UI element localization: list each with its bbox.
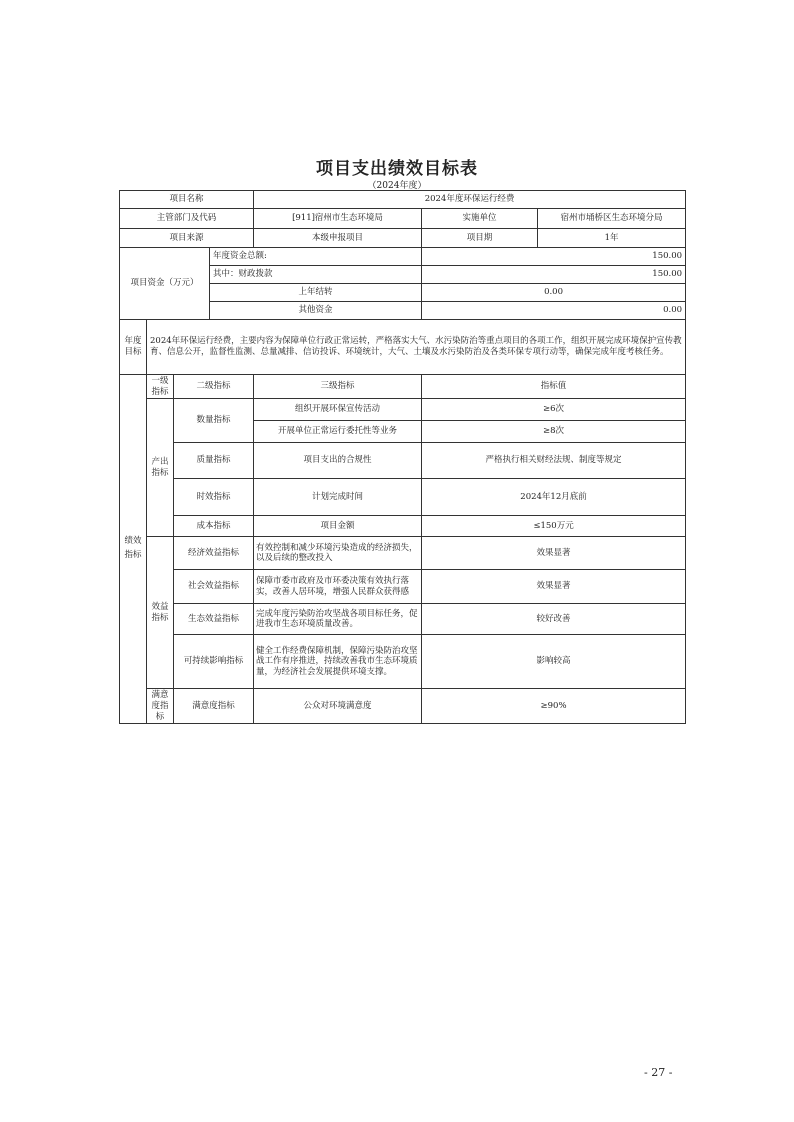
sustainability-label: 可持续影响指标 — [174, 635, 254, 689]
funds-total-value: 150.00 — [422, 248, 686, 266]
annual-goal-text: 2024年环保运行经费，主要内容为保障单位行政正常运转，严格落实大气、水污染防治等重点项目的各项工作，组织开展完成环境保护宣传教育、信息公开，监督性监测、总量减排、信访投诉、环境统计，大气、土壤及水污染防治及各类环保专项行动等，确保完成年度考核任务。 — [147, 320, 686, 375]
benefit-indicator-label: 效益指标 — [147, 537, 174, 689]
header-level2: 二级指标 — [174, 375, 254, 399]
social-benefit-value: 效果显著 — [422, 570, 686, 604]
social-benefit-label: 社会效益指标 — [174, 570, 254, 604]
funds-finance-label: 其中：财政拨款 — [210, 266, 422, 284]
implementing-unit-label: 实施单位 — [422, 209, 538, 229]
table-row — [120, 443, 686, 479]
department-label: 主管部门及代码 — [120, 209, 254, 229]
economic-benefit-label: 经济效益指标 — [174, 537, 254, 570]
timeliness-indicator-value: 2024年12月底前 — [422, 479, 686, 516]
quality-indicator-label: 质量指标 — [174, 443, 254, 479]
funds-carryover-value: 0.00 — [422, 284, 686, 302]
funds-total-row — [120, 248, 686, 266]
timeliness-indicator-name: 计划完成时间 — [254, 479, 422, 516]
annual-goal-label: 年度目标 — [120, 320, 147, 375]
project-source-label: 项目来源 — [120, 229, 254, 248]
table-row — [120, 399, 686, 421]
header-level1: 一级指标 — [147, 375, 174, 399]
table-row — [120, 604, 686, 635]
economic-benefit-name: 有效控制和减少环境污染造成的经济损失，以及后续的整改投入 — [254, 537, 422, 570]
funds-other-label: 其他资金 — [210, 302, 422, 320]
project-funds-label: 项目资金（万元） — [120, 248, 210, 320]
quantity-indicator-1-value: ≥6次 — [422, 399, 686, 421]
table-row — [120, 479, 686, 488]
ecological-benefit-value: 较好改善 — [422, 604, 686, 635]
department-value: [911]宿州市生态环境局 — [254, 209, 422, 229]
project-source-value: 本级申报项目 — [254, 229, 422, 248]
cost-indicator-value: ≤150万元 — [422, 516, 686, 537]
satisfaction-value: ≥90% — [422, 689, 686, 724]
performance-target-table — [119, 190, 686, 724]
source-row — [120, 229, 686, 248]
social-benefit-name: 保障市委市政府及市环委决策有效执行落实，改善人居环境，增强人民群众获得感 — [254, 570, 422, 604]
cost-indicator-label: 成本指标 — [174, 516, 254, 537]
table-row — [120, 570, 686, 604]
annual-goal-row — [120, 320, 686, 375]
quantity-indicator-2-name: 开展单位正常运行委托性等业务 — [254, 421, 422, 443]
funds-other-value: 0.00 — [422, 302, 686, 320]
header-level3: 三级指标 — [254, 375, 422, 399]
timeliness-indicator-label: 时效指标 — [174, 479, 254, 516]
indicator-header-row — [120, 375, 686, 399]
fiscal-year-subtitle: （2024年度） — [367, 181, 427, 191]
department-row — [120, 209, 686, 229]
funds-total-label: 年度资金总额: — [210, 248, 422, 266]
funds-carryover-label: 上年结转 — [210, 284, 422, 302]
ecological-benefit-name: 完成年度污染防治攻坚战各项目标任务，促进我市生态环境质量改善。 — [254, 604, 422, 635]
table-row — [120, 689, 686, 724]
project-period-value: 1年 — [538, 229, 686, 248]
output-indicator-label: 产出指标 — [147, 399, 174, 537]
quality-indicator-value: 严格执行相关财经法规、制度等规定 — [422, 443, 686, 479]
implementing-unit-value: 宿州市埇桥区生态环境分局 — [538, 209, 686, 229]
project-name-value: 2024年度环保运行经费 — [254, 191, 686, 209]
quantity-indicator-1-name: 组织开展环保宣传活动 — [254, 399, 422, 421]
page-number: - 27 - — [644, 1066, 673, 1079]
cost-indicator-name: 项目金额 — [254, 516, 422, 537]
quality-indicator-name: 项目支出的合规性 — [254, 443, 422, 479]
header-value: 指标值 — [422, 375, 686, 399]
satisfaction-level2-label: 满意度指标 — [174, 689, 254, 724]
ecological-benefit-label: 生态效益指标 — [174, 604, 254, 635]
table-row — [120, 635, 686, 689]
project-name-row — [120, 191, 686, 209]
satisfaction-level1-label: 满意度指标 — [147, 689, 174, 724]
satisfaction-name: 公众对环境满意度 — [254, 689, 422, 724]
funds-finance-value: 150.00 — [422, 266, 686, 284]
quantity-indicator-2-value: ≥8次 — [422, 421, 686, 443]
sustainability-name: 健全工作经费保障机制，保障污染防治攻坚战工作有序推进，持续改善我市生态环境质量，为经济社会发展提供环境支撑。 — [254, 635, 422, 689]
table-row — [120, 537, 686, 570]
project-name-label: 项目名称 — [120, 191, 254, 209]
economic-benefit-value: 效果显著 — [422, 537, 686, 570]
page-title: 项目支出绩效目标表 — [316, 159, 478, 179]
project-period-label: 项目期 — [422, 229, 538, 248]
table-row — [120, 516, 686, 537]
performance-indicator-section-label: 绩效指标 — [120, 375, 147, 724]
quantity-indicator-label: 数量指标 — [174, 399, 254, 443]
sustainability-value: 影响较高 — [422, 635, 686, 689]
